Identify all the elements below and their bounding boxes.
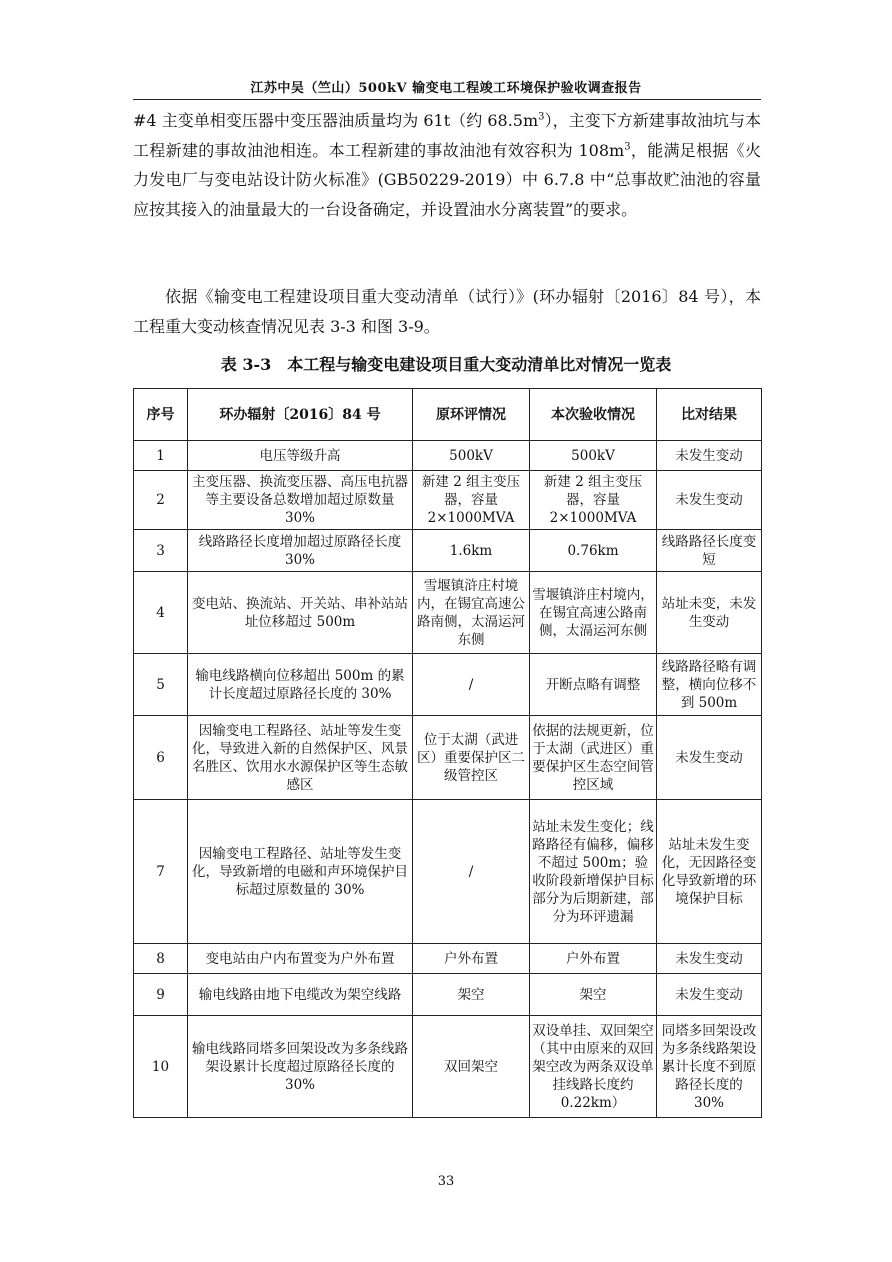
cell-regulation: 主变压器、换流变压器、高压电抗器等主要设备总数增加超过原数量 30% <box>188 471 413 530</box>
cell-original-eia: 雪堰镇浒庄村境内，在锡宜高速公路南侧，太滆运河东侧 <box>413 572 530 654</box>
table-row <box>134 654 762 716</box>
change-comparison-table <box>133 388 762 1118</box>
paragraph-change-check: 依据《输变电工程建设项目重大变动清单（试行）》(环办辐射〔2016〕84 号），本工程重大变动核查情况见表 3-3 和图 3-9。 <box>133 287 761 336</box>
cell-regulation: 因输变电工程路径、站址等发生变化，导致进入新的自然保护区、风景名胜区、饮用水水源保护区等生态敏感区 <box>188 716 413 800</box>
cell-acceptance: 0.76km <box>530 530 657 572</box>
cell-regulation: 电压等级升高 <box>188 441 413 471</box>
cell-regulation: 输电线路由地下电缆改为架空线路 <box>188 974 413 1016</box>
cell-result: 未发生变动 <box>657 471 762 530</box>
cell-original-eia: / <box>413 800 530 944</box>
cell-acceptance: 站址未发生变化；线路路径有偏移，偏移不超过 500m；验收阶段新增保护目标部分为后期新建，部分为环评遗漏 <box>530 800 657 944</box>
header-index: 序号 <box>134 389 188 441</box>
cell-original-eia: 1.6km <box>413 530 530 572</box>
cell-acceptance: 新建 2 组主变压器，容量 2×1000MVA <box>530 471 657 530</box>
header-result: 比对结果 <box>657 389 762 441</box>
table-row <box>134 471 762 530</box>
cell-result: 线路路径略有调整，横向位移不到 500m <box>657 654 762 716</box>
header-regulation: 环办辐射〔2016〕84 号 <box>188 389 413 441</box>
cell-acceptance: 500kV <box>530 441 657 471</box>
table-row <box>134 1016 762 1118</box>
cell-index: 2 <box>134 471 188 530</box>
table-row <box>134 530 762 572</box>
cell-acceptance: 依据的法规更新，位于太湖（武进区）重要保护区生态空间管控区域 <box>530 716 657 800</box>
cell-result: 未发生变动 <box>657 716 762 800</box>
cell-result: 未发生变动 <box>657 441 762 471</box>
cell-regulation: 变电站、换流站、开关站、串补站站址位移超过 500m <box>188 572 413 654</box>
cell-index: 7 <box>134 800 188 944</box>
cell-result: 站址未变，未发生变动 <box>657 572 762 654</box>
cell-original-eia: 新建 2 组主变压器，容量 2×1000MVA <box>413 471 530 530</box>
cell-result: 未发生变动 <box>657 944 762 974</box>
header-acceptance: 本次验收情况 <box>530 389 657 441</box>
table-caption: 表 3-3 本工程与输变电建设项目重大变动清单比对情况一览表 <box>220 355 672 374</box>
cell-index: 5 <box>134 654 188 716</box>
p1-text-b: ），主变下方新建事故油坑与本工程新建的事故油池相连。本工程新建的事故油池有效容积为 108m <box>133 111 761 160</box>
table-row <box>134 944 762 974</box>
report-header-title: 江苏中吴（竺山）500kV 输变电工程竣工环境保护验收调查报告 <box>250 81 642 96</box>
cell-regulation: 输电线路横向位移超出 500m 的累计长度超过原路径长度的 30% <box>188 654 413 716</box>
table-row <box>134 572 762 654</box>
cell-original-eia: 架空 <box>413 974 530 1016</box>
cell-regulation: 变电站由户内布置变为户外布置 <box>188 944 413 974</box>
cell-index: 1 <box>134 441 188 471</box>
cell-regulation: 输电线路同塔多回架设改为多条线路架设累计长度超过原路径长度的 30% <box>188 1016 413 1118</box>
p1-text-c: ，能满足根据《火力发电厂与变电站设计防火标准》(GB50229-2019）中 6.7.8 中“总事故贮油池的容量应按其接入的油量最大的一台设备确定，并设置油水分离装置”的要求。 <box>133 140 761 219</box>
cell-acceptance: 双设单挂、双回架空（其中由原来的双回架空改为两条双设单挂线路长度约 0.22km） <box>530 1016 657 1118</box>
p1-superscript-1: 3 <box>538 111 545 123</box>
p1-text-a: #4 主变单相变压器中变压器油质量均为 61t（约 68.5m <box>133 111 539 130</box>
header-divider <box>133 99 761 100</box>
cell-index: 9 <box>134 974 188 1016</box>
cell-result: 站址未发生变化，无因路径变化导致新增的环境保护目标 <box>657 800 762 944</box>
cell-index: 4 <box>134 572 188 654</box>
cell-result: 同塔多回架设改为多条线路架设累计长度不到原路径长度的 30% <box>657 1016 762 1118</box>
table-row <box>134 716 762 800</box>
cell-acceptance: 开断点略有调整 <box>530 654 657 716</box>
cell-acceptance: 架空 <box>530 974 657 1016</box>
cell-result: 未发生变动 <box>657 974 762 1016</box>
cell-original-eia: 双回架空 <box>413 1016 530 1118</box>
cell-original-eia: / <box>413 654 530 716</box>
cell-acceptance: 雪堰镇浒庄村境内，在锡宜高速公路南侧，太滆运河东侧 <box>530 572 657 654</box>
table-row <box>134 974 762 1016</box>
table-header-row <box>134 389 762 441</box>
cell-original-eia: 户外布置 <box>413 944 530 974</box>
table-row <box>134 800 762 944</box>
cell-acceptance: 户外布置 <box>530 944 657 974</box>
cell-original-eia: 位于太湖（武进区）重要保护区二级管控区 <box>413 716 530 800</box>
cell-original-eia: 500kV <box>413 441 530 471</box>
header-original-eia: 原环评情况 <box>413 389 530 441</box>
cell-regulation: 因输变电工程路径、站址等发生变化，导致新增的电磁和声环境保护目标超过原数量的 30% <box>188 800 413 944</box>
page-number: 33 <box>437 1174 455 1189</box>
cell-result: 线路路径长度变短 <box>657 530 762 572</box>
cell-regulation: 线路路径长度增加超过原路径长度 30% <box>188 530 413 572</box>
paragraph-oil-pit <box>133 106 761 224</box>
cell-index: 8 <box>134 944 188 974</box>
cell-index: 10 <box>134 1016 188 1118</box>
cell-index: 6 <box>134 716 188 800</box>
cell-index: 3 <box>134 530 188 572</box>
p1-superscript-2: 3 <box>624 141 631 153</box>
table-row <box>134 441 762 471</box>
